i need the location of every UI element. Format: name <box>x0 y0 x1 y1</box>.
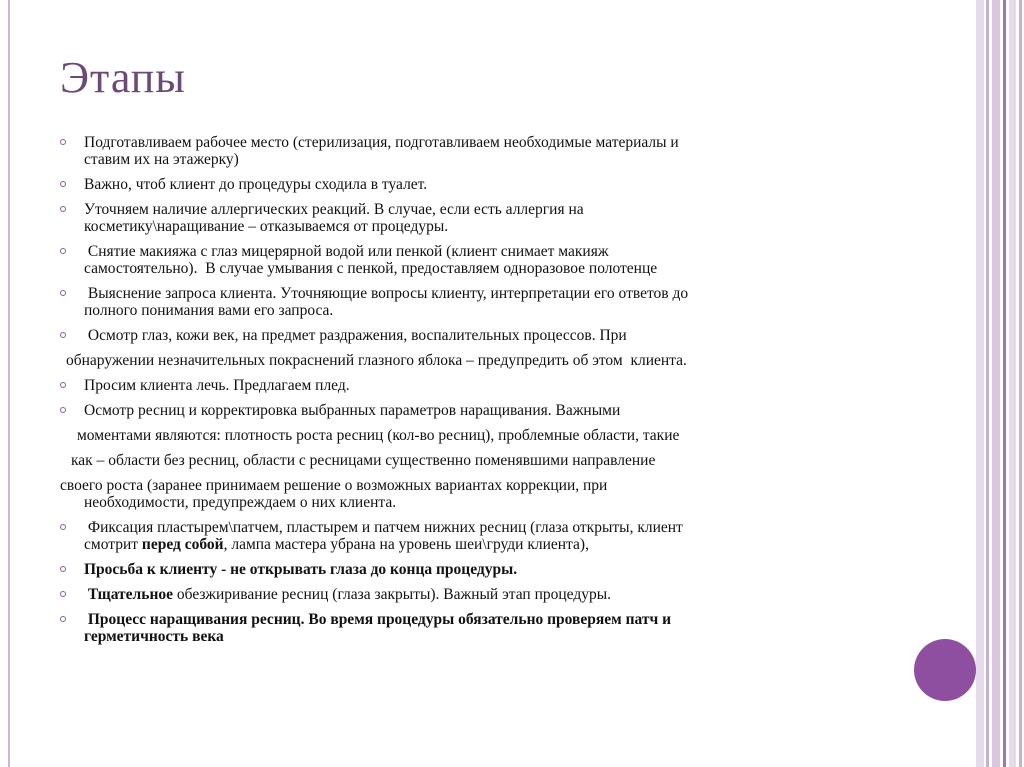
bullet-icon <box>60 290 66 296</box>
list-item: Важно, чтоб клиент до процедуры сходила в туалет. <box>60 176 860 193</box>
list-item: Просим клиента лечь. Предлагаем плед. <box>60 377 860 394</box>
list-item: Процесс наращивания ресниц. Во время процедуры обязательно проверяем патч и герметичность века <box>60 611 860 645</box>
list-item: Выяснение запроса клиента. Уточняющие вопросы клиенту, интерпретации его ответов до полного понимания вами его запроса. <box>60 285 860 319</box>
list-item: Просьба к клиенту - не открывать глаза до конца процедуры. <box>60 561 860 578</box>
list-continuation: моментами являются: плотность роста ресниц (кол-во ресниц), проблемные области, такие <box>77 427 680 444</box>
bullet-icon <box>60 524 66 530</box>
bullet-icon <box>60 181 66 187</box>
list-item: Фиксация пластырем\патчем, пластырем и патчем нижних ресниц (глаза открыты, клиент смотрит перед собой, лампа мастера убрана на уровень шеи\груди клиента), <box>60 519 860 553</box>
slide-title: Этапы <box>60 53 186 102</box>
bullet-icon <box>60 407 66 413</box>
decorative-stripes <box>976 0 1024 767</box>
bullet-icon <box>60 616 66 622</box>
list-item: Осмотр глаз, кожи век, на предмет раздражения, воспалительных процессов. При <box>60 327 860 344</box>
bullet-icon <box>60 139 66 145</box>
bullet-icon <box>60 566 66 572</box>
list-continuation: своего роста (заранее принимаем решение о возможных вариантах коррекции, при <box>60 477 608 494</box>
list-item: Уточняем наличие аллергических реакций. В случае, если есть аллергия на косметику\наращивание – отказываемся от процедуры. <box>60 201 860 235</box>
bullet-list <box>60 134 860 653</box>
list-continuation: обнаружении незначительных покраснений глазного яблока – предупредить об этом клиента. <box>66 352 687 369</box>
decorative-circle <box>914 639 976 701</box>
list-item: Снятие макияжа с глаз мицерярной водой или пенкой (клиент снимает макияж самостоятельно). В случае умывания с пенкой, предоставляем одноразовое полотенце <box>60 243 860 277</box>
list-continuation: как – области без ресниц, области с ресницами существенно поменявшими направление <box>71 452 656 469</box>
bullet-icon <box>60 248 66 254</box>
list-item: Осмотр ресниц и корректировка выбранных параметров наращивания. Важными <box>60 402 860 419</box>
bullet-icon <box>60 206 66 212</box>
bullet-icon <box>60 591 66 597</box>
list-item-line: смотрит перед собой, лампа мастера убрана на уровень шеи\груди клиента), <box>84 536 589 553</box>
left-border-line <box>8 0 10 767</box>
list-item: Подготавливаем рабочее место (стерилизация, подготавливаем необходимые материалы и ставим их на этажерку) <box>60 134 860 168</box>
list-continuation: необходимости, предупреждаем о них клиента. <box>84 494 397 511</box>
bullet-icon <box>60 332 66 338</box>
list-item: Тщательное обезжиривание ресниц (глаза закрыты). Важный этап процедуры. <box>60 586 860 603</box>
bullet-icon <box>60 382 66 388</box>
